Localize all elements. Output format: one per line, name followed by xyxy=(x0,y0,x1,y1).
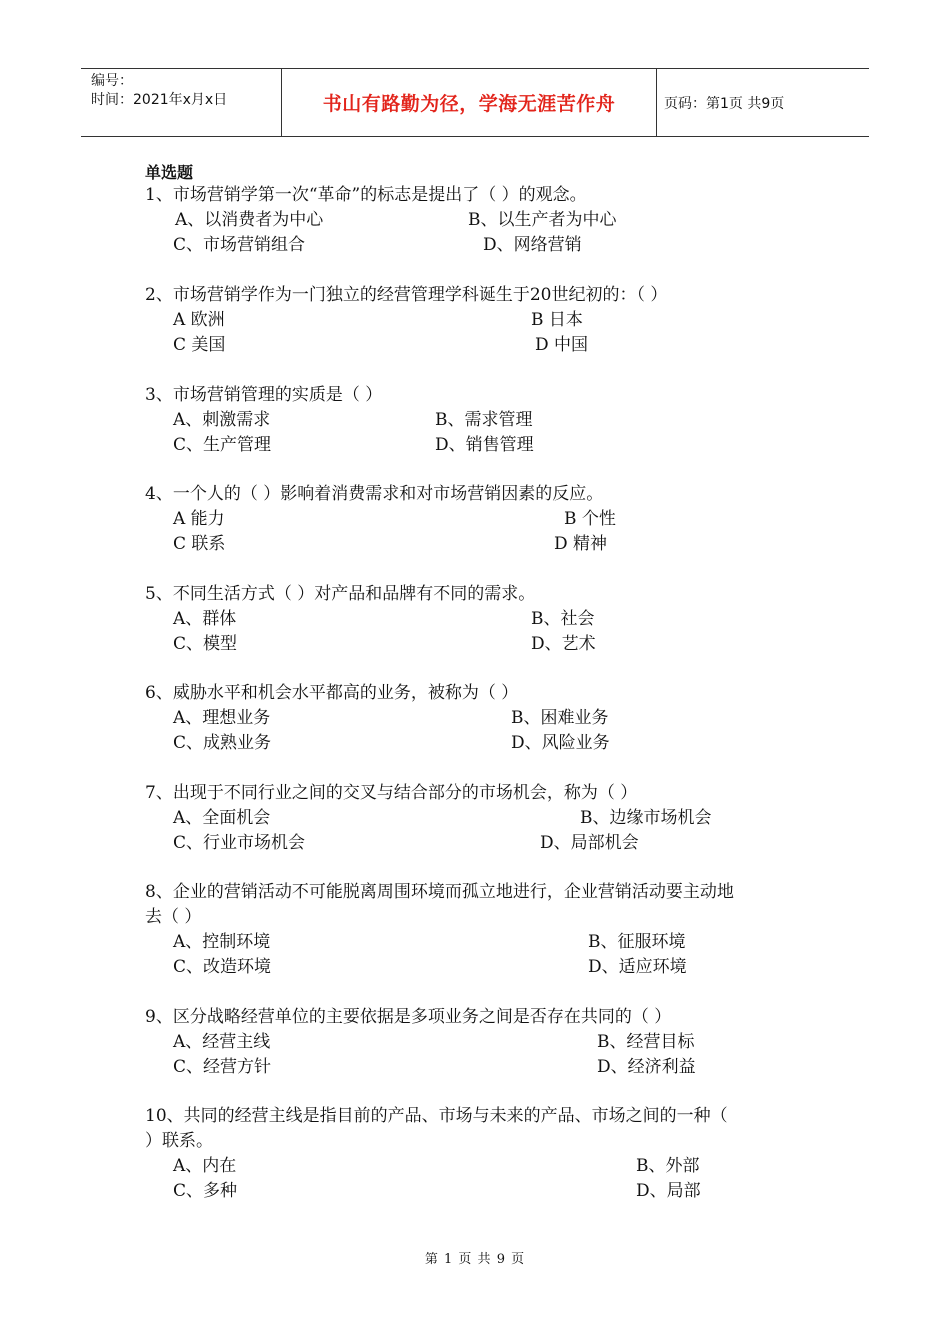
question-stem: 7、出现于不同行业之间的交叉与结合部分的市场机会，称为（ ） xyxy=(145,783,638,803)
option: A、理想业务 xyxy=(173,708,271,728)
question-stem: 10、共同的经营主线是指目前的产品、市场与未来的产品、市场之间的一种（ xyxy=(145,1106,728,1126)
option: D、局部机会 xyxy=(540,833,639,853)
option: B 日本 xyxy=(531,310,583,330)
header-meta xyxy=(81,69,281,136)
option: A、内在 xyxy=(173,1156,237,1176)
option: C、经营方针 xyxy=(173,1057,272,1077)
option: C 联系 xyxy=(173,534,226,554)
question-stem: 4、一个人的（ ）影响着消费需求和对市场营销因素的反应。 xyxy=(145,484,604,504)
option: A 能力 xyxy=(173,509,225,529)
option: D 中国 xyxy=(535,335,589,355)
option: A、全面机会 xyxy=(173,808,271,828)
option: A、经营主线 xyxy=(173,1032,271,1052)
header-motto-cell xyxy=(281,69,657,136)
option: C、生产管理 xyxy=(173,435,272,455)
option: B、困难业务 xyxy=(511,708,609,728)
question-stem: 8、企业的营销活动不可能脱离周围环境而孤立地进行，企业营销活动要主动地 xyxy=(145,882,734,902)
option: C、行业市场机会 xyxy=(173,833,306,853)
option: A、以消费者为中心 xyxy=(175,210,324,230)
motto: 书山有路勤为径，学海无涯苦作舟 xyxy=(322,93,616,115)
question-stem: 2、市场营销学作为一门独立的经营管理学科诞生于20世纪初的：（ ） xyxy=(145,285,668,305)
option: A、控制环境 xyxy=(173,932,271,952)
question-stem: 1、市场营销学第一次“革命”的标志是提出了（ ）的观念。 xyxy=(145,185,587,205)
option: D、适应环境 xyxy=(588,957,687,977)
option: D、艺术 xyxy=(531,634,596,654)
page-footer: 第 1 页 共 9 页 xyxy=(424,1252,526,1267)
option: B、社会 xyxy=(531,609,595,629)
question-stem: 9、区分战略经营单位的主要依据是多项业务之间是否存在共同的（ ） xyxy=(145,1007,672,1027)
option: A 欧洲 xyxy=(173,310,225,330)
question-stem: 6、威胁水平和机会水平都高的业务，被称为（ ） xyxy=(145,683,519,703)
time-label: 时间：2021年x月x日 xyxy=(91,92,228,108)
option: B、征服环境 xyxy=(588,932,686,952)
question-stem: 3、市场营销管理的实质是（ ） xyxy=(145,385,383,405)
document-header xyxy=(81,68,869,137)
option: D 精神 xyxy=(554,534,608,554)
option: D、局部 xyxy=(636,1181,701,1201)
option: B、需求管理 xyxy=(435,410,533,430)
option: A、群体 xyxy=(173,609,237,629)
option: B、外部 xyxy=(636,1156,700,1176)
option: B、经营目标 xyxy=(597,1032,695,1052)
header-page-cell xyxy=(656,69,869,136)
option: C、成熟业务 xyxy=(173,733,272,753)
page-label: 页码：第1页 共9页 xyxy=(664,95,785,112)
option: C、改造环境 xyxy=(173,957,272,977)
option: D、风险业务 xyxy=(511,733,610,753)
option: B、边缘市场机会 xyxy=(580,808,712,828)
section-title: 单选题 xyxy=(145,163,194,182)
option: C、模型 xyxy=(173,634,238,654)
option: D、网络营销 xyxy=(483,235,582,255)
option: C 美国 xyxy=(173,335,226,355)
option: B 个性 xyxy=(564,509,616,529)
option: D、经济利益 xyxy=(597,1057,696,1077)
option: A、刺激需求 xyxy=(173,410,271,430)
number-label: 编号： xyxy=(91,73,133,89)
question-stem-continued: ）联系。 xyxy=(145,1131,213,1151)
question-stem-continued: 去（ ） xyxy=(145,907,202,927)
option: B、以生产者为中心 xyxy=(468,210,617,230)
option: D、销售管理 xyxy=(435,435,534,455)
option: C、多种 xyxy=(173,1181,238,1201)
question-stem: 5、不同生活方式（ ）对产品和品牌有不同的需求。 xyxy=(145,584,536,604)
option: C、市场营销组合 xyxy=(173,235,306,255)
